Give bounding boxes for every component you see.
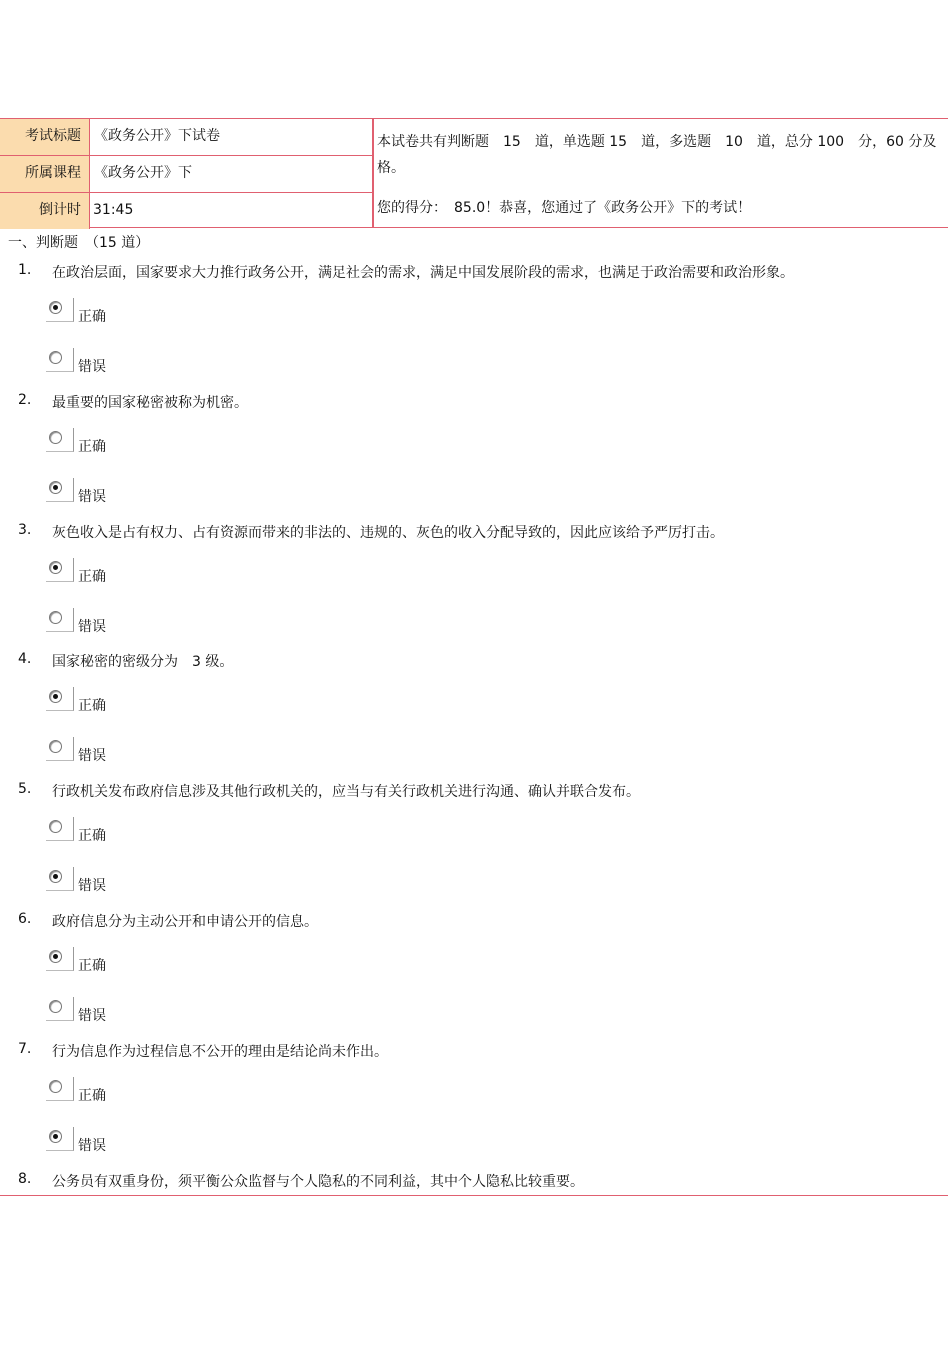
radio-button[interactable] — [49, 561, 62, 574]
question-text: 最重要的国家秘密被称为机密。 — [52, 395, 248, 411]
option-label: 正确 — [78, 828, 106, 844]
radio-button[interactable] — [49, 481, 62, 494]
course-row — [0, 156, 372, 193]
radio-button[interactable] — [49, 690, 62, 703]
countdown-label: 倒计时 — [0, 193, 90, 229]
question-number: 6. — [18, 911, 32, 927]
question-text: 行政机关发布政府信息涉及其他行政机关的，应当与有关行政机关进行沟通、确认并联合发布。 — [52, 784, 640, 800]
question-text: 国家秘密的密级分为 3 级。 — [52, 654, 234, 670]
question-text: 行为信息作为过程信息不公开的理由是结论尚未作出。 — [52, 1044, 388, 1060]
radio-button[interactable] — [49, 1080, 62, 1093]
radio-frame — [46, 348, 74, 372]
radio-frame — [46, 1077, 74, 1101]
question-number: 4. — [18, 651, 32, 667]
option-label: 正确 — [78, 439, 106, 455]
question-number: 1. — [18, 262, 32, 278]
question-text: 灰色收入是占有权力、占有资源而带来的非法的、违规的、灰色的收入分配导致的，因此应该给予严厉打击。 — [52, 525, 724, 541]
radio-frame — [46, 428, 74, 452]
option-label: 正确 — [78, 1088, 106, 1104]
radio-frame — [46, 737, 74, 761]
question-number: 2. — [18, 392, 32, 408]
exam-title-row — [0, 119, 372, 156]
question-text: 政府信息分为主动公开和申请公开的信息。 — [52, 914, 318, 930]
radio-button[interactable] — [49, 301, 62, 314]
question-number: 5. — [18, 781, 32, 797]
course-label: 所属课程 — [0, 156, 90, 192]
radio-frame — [46, 997, 74, 1021]
countdown-timer: 31:45 — [93, 202, 134, 218]
radio-button[interactable] — [49, 1000, 62, 1013]
option-label: 正确 — [78, 569, 106, 585]
option-label: 错误 — [78, 359, 106, 375]
radio-frame — [46, 298, 74, 322]
radio-button[interactable] — [49, 870, 62, 883]
option-label: 正确 — [78, 309, 106, 325]
exam-info-panel — [0, 118, 948, 228]
option-label: 错误 — [78, 878, 106, 894]
radio-frame — [46, 867, 74, 891]
radio-frame — [46, 947, 74, 971]
question-text: 公务员有双重身份，须平衡公众监督与个人隐私的不同利益，其中个人隐私比较重要。 — [52, 1174, 584, 1190]
radio-frame — [46, 558, 74, 582]
option-label: 正确 — [78, 958, 106, 974]
question-number: 7. — [18, 1041, 32, 1057]
radio-button[interactable] — [49, 820, 62, 833]
option-label: 错误 — [78, 619, 106, 635]
section-title: 一、判断题 （15 道） — [8, 235, 150, 251]
option-label: 正确 — [78, 698, 106, 714]
exam-info-table — [0, 119, 374, 227]
radio-button[interactable] — [49, 351, 62, 364]
exam-summary-panel — [377, 129, 947, 216]
radio-frame — [46, 478, 74, 502]
option-label: 错误 — [78, 1008, 106, 1024]
bottom-divider — [0, 1195, 948, 1196]
exam-title-value: 《政务公开》下试卷 — [94, 128, 220, 144]
option-label: 错误 — [78, 489, 106, 505]
radio-button[interactable] — [49, 740, 62, 753]
exam-summary: 本试卷共有判断题 15 道，单选题 15 道，多选题 10 道，总分 100 分，60 分及格。 — [377, 134, 937, 176]
option-label: 错误 — [78, 1138, 106, 1154]
radio-button[interactable] — [49, 431, 62, 444]
radio-button[interactable] — [49, 950, 62, 963]
radio-button[interactable] — [49, 611, 62, 624]
option-label: 错误 — [78, 748, 106, 764]
radio-button[interactable] — [49, 1130, 62, 1143]
countdown-row — [0, 193, 372, 229]
question-number: 3. — [18, 522, 32, 538]
radio-frame — [46, 687, 74, 711]
radio-frame — [46, 817, 74, 841]
question-text: 在政治层面，国家要求大力推行政务公开，满足社会的需求，满足中国发展阶段的需求，也满足于政治需要和政治形象。 — [52, 265, 794, 281]
radio-frame — [46, 1127, 74, 1151]
radio-frame — [46, 608, 74, 632]
exam-title-label: 考试标题 — [0, 119, 90, 155]
exam-score: 您的得分： 85.0！恭喜，您通过了《政务公开》下的考试！ — [377, 200, 752, 216]
question-number: 8. — [18, 1171, 32, 1187]
course-value: 《政务公开》下 — [94, 165, 192, 181]
